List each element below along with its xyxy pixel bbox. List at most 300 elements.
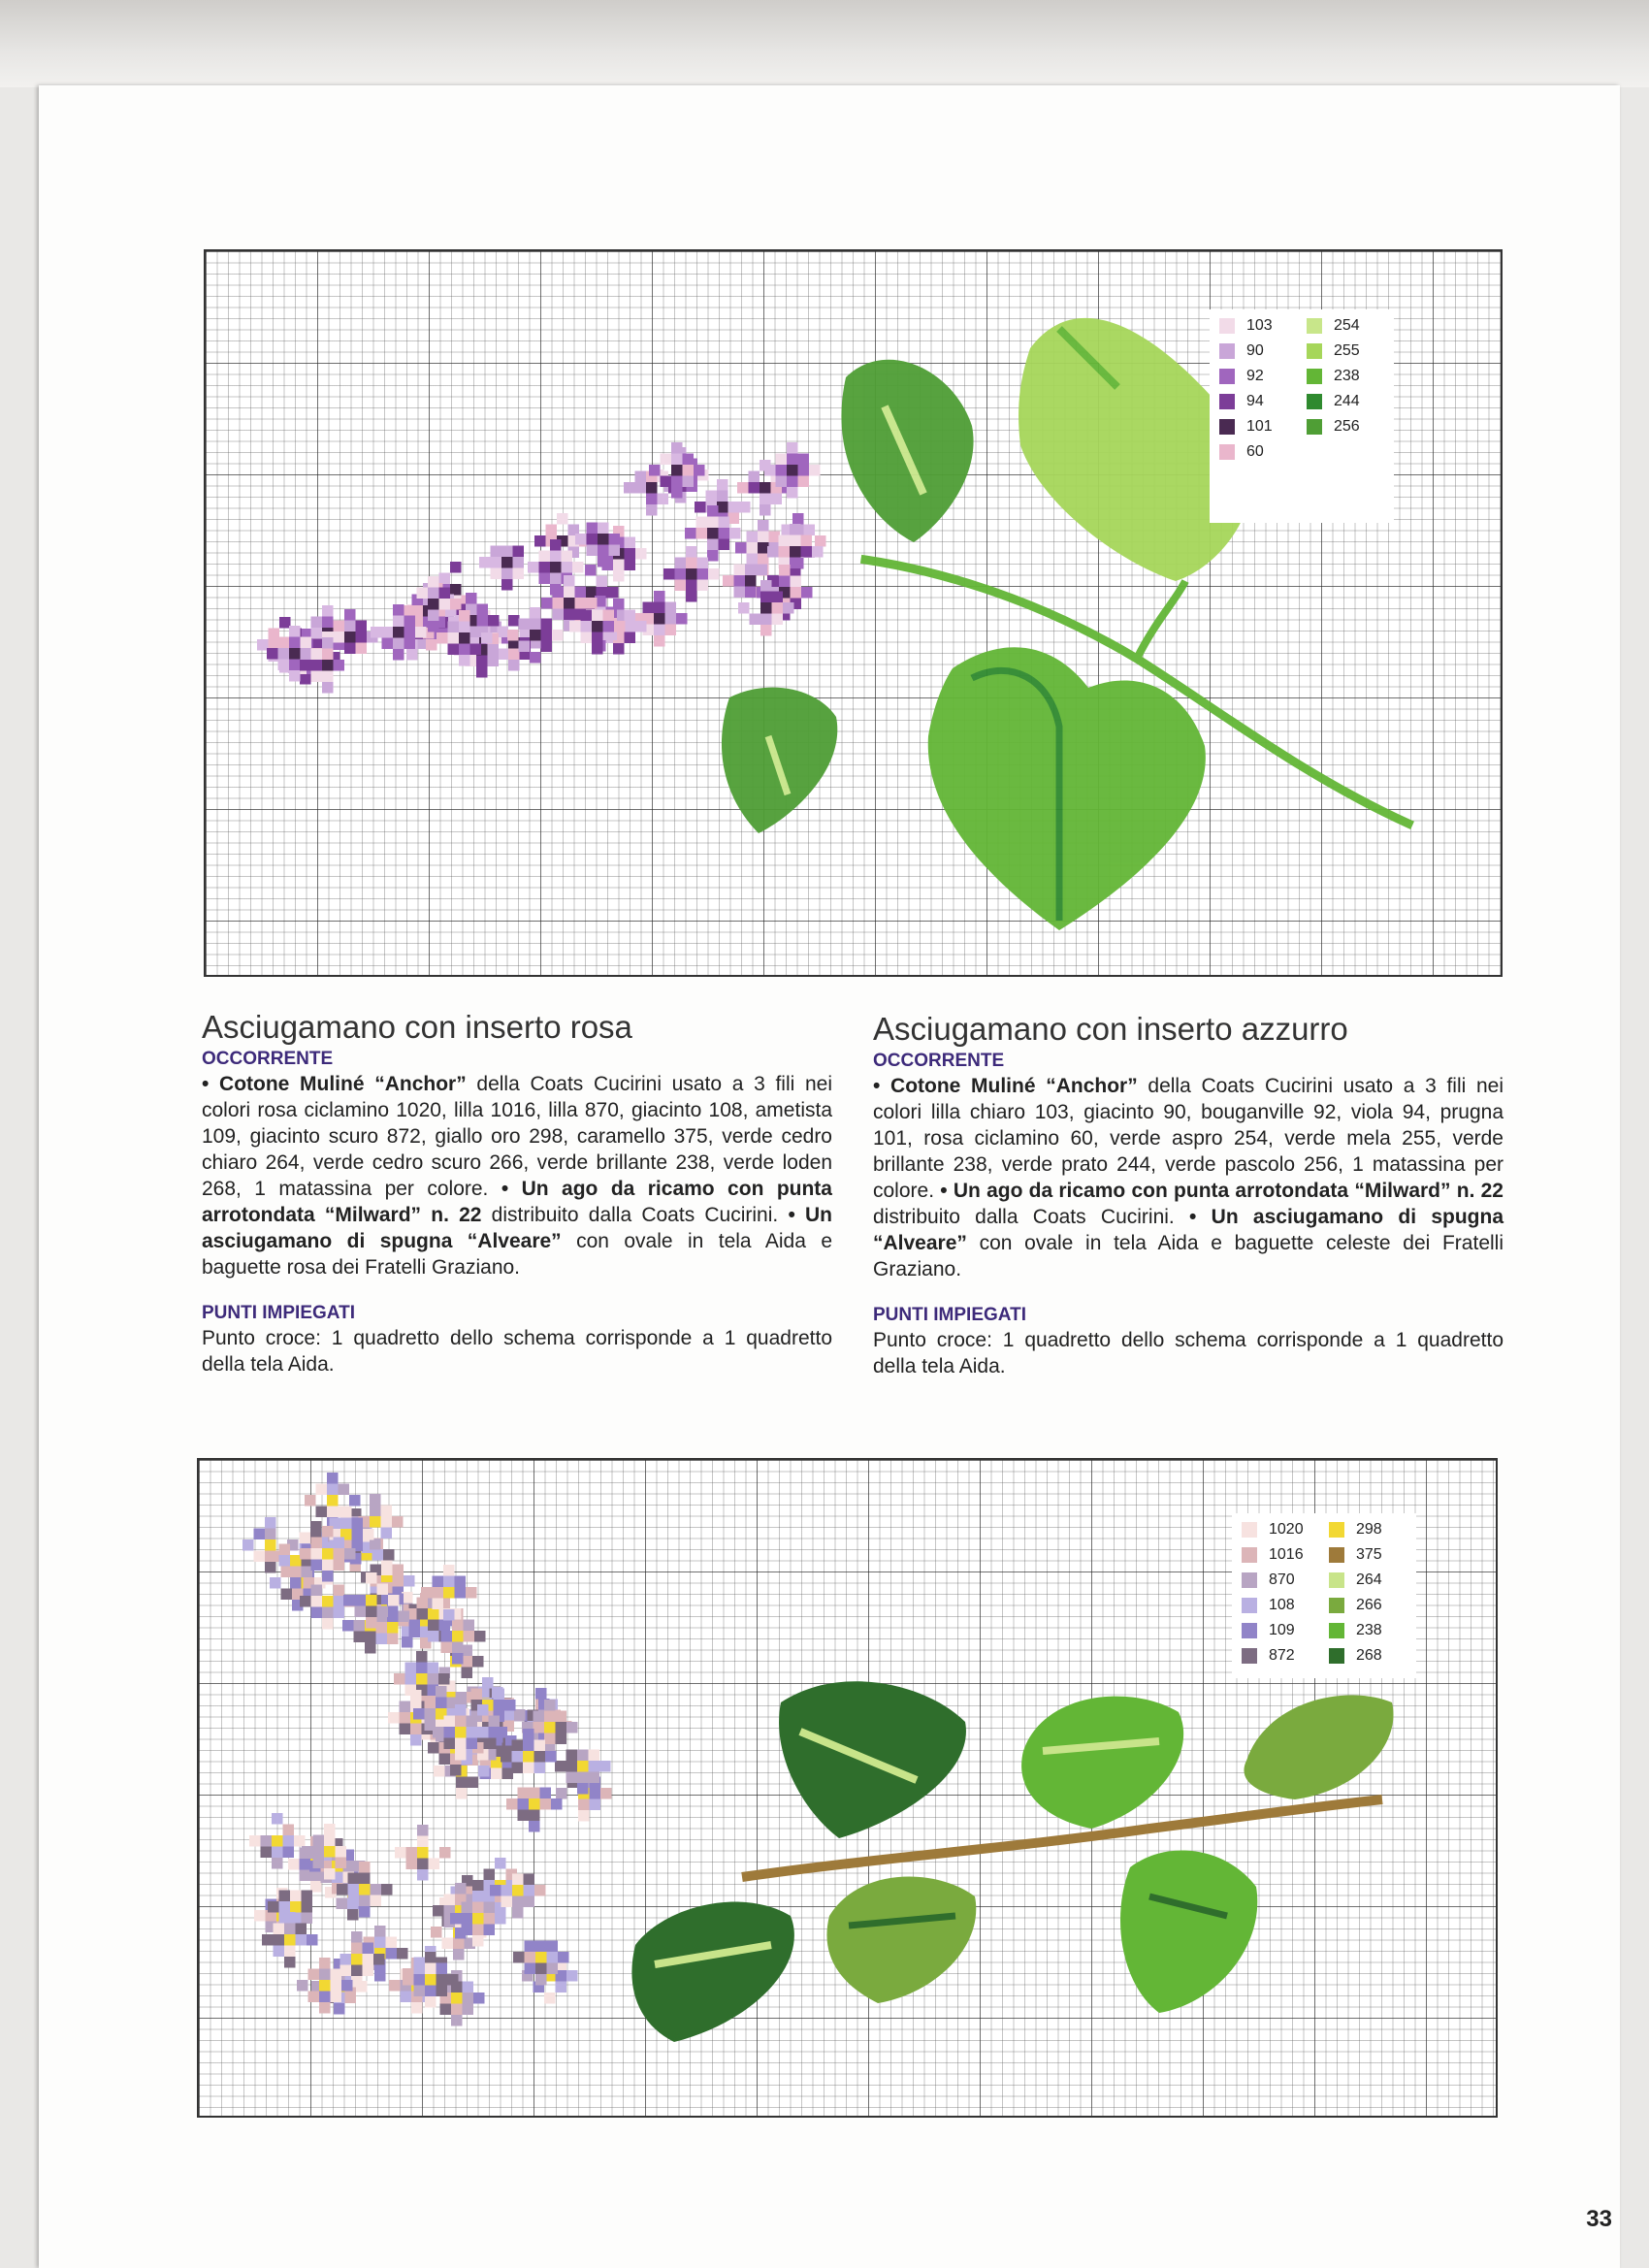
stitch bbox=[769, 532, 781, 543]
stitch bbox=[455, 1738, 467, 1750]
stitch bbox=[472, 1891, 484, 1902]
stitch bbox=[749, 482, 760, 494]
stitch bbox=[381, 1528, 393, 1539]
legend-entry bbox=[1242, 1568, 1304, 1593]
stitch bbox=[550, 539, 562, 551]
stitch-center bbox=[290, 1901, 302, 1913]
punti-text: Punto croce: 1 quadretto dello schema corrisponde a 1 quadretto della tela Aida. bbox=[873, 1329, 1504, 1377]
stitch bbox=[613, 560, 625, 571]
stitch bbox=[455, 1716, 467, 1728]
stitch bbox=[501, 579, 513, 591]
stitch bbox=[603, 610, 615, 622]
stitch bbox=[279, 617, 291, 629]
stitch bbox=[334, 632, 345, 643]
stitch-center bbox=[370, 1516, 381, 1528]
stitch bbox=[578, 1799, 590, 1811]
stitch bbox=[719, 517, 730, 529]
stitch bbox=[625, 537, 636, 549]
stitch bbox=[758, 532, 769, 543]
stitch bbox=[334, 2003, 345, 2015]
stitch-center bbox=[530, 630, 541, 641]
stitch bbox=[581, 632, 593, 644]
legend-code: 266 bbox=[1356, 1597, 1382, 1613]
legend-bottom bbox=[1232, 1513, 1416, 1678]
stitch bbox=[508, 660, 520, 671]
stitch bbox=[322, 649, 334, 661]
stitch bbox=[514, 1709, 526, 1721]
stitch bbox=[665, 602, 677, 614]
legend-swatch bbox=[1242, 1572, 1257, 1588]
stitch bbox=[488, 656, 500, 667]
stitch bbox=[578, 1810, 590, 1822]
legend-entry bbox=[1219, 439, 1273, 465]
stitch-center bbox=[787, 465, 798, 476]
stitch bbox=[428, 1663, 439, 1674]
stitch bbox=[351, 1931, 363, 1943]
stitch bbox=[322, 671, 334, 683]
stitch bbox=[334, 1548, 345, 1560]
stitch bbox=[267, 648, 278, 660]
stitch bbox=[464, 1620, 475, 1632]
stitch bbox=[625, 548, 636, 560]
stitch bbox=[265, 1517, 276, 1529]
stitch bbox=[448, 632, 460, 644]
stitch bbox=[392, 1516, 404, 1528]
stitch-center bbox=[327, 1495, 339, 1507]
stitch bbox=[798, 476, 810, 488]
legend-entry bbox=[1307, 389, 1360, 414]
stitch bbox=[316, 1507, 328, 1518]
stitch-center bbox=[322, 1548, 334, 1560]
stitch bbox=[675, 568, 687, 580]
stitch bbox=[760, 625, 772, 636]
stitch bbox=[776, 476, 788, 488]
stitch bbox=[501, 1896, 513, 1908]
stitch bbox=[529, 1788, 540, 1799]
stitch bbox=[433, 1587, 444, 1599]
stitch bbox=[550, 551, 562, 563]
stitch bbox=[290, 1577, 302, 1589]
stitch bbox=[697, 558, 709, 569]
stitch bbox=[524, 1874, 535, 1886]
stitch bbox=[562, 551, 573, 563]
stitch bbox=[284, 1912, 296, 1924]
stitch bbox=[403, 1974, 414, 1986]
stitch bbox=[311, 671, 323, 683]
stitch bbox=[322, 1571, 334, 1582]
stitch bbox=[425, 1963, 436, 1975]
stitch bbox=[488, 615, 500, 627]
legend-swatch bbox=[1219, 419, 1235, 435]
stitch bbox=[431, 1927, 442, 1938]
stitch bbox=[764, 465, 776, 476]
stitch bbox=[539, 573, 551, 585]
stitch bbox=[272, 1813, 283, 1825]
stitch bbox=[661, 454, 672, 466]
stitch bbox=[428, 610, 439, 622]
stitch bbox=[319, 1969, 331, 1981]
stitch bbox=[597, 576, 608, 588]
legend-swatch bbox=[1329, 1623, 1344, 1638]
stitch bbox=[311, 1607, 323, 1619]
stitch bbox=[683, 454, 695, 466]
stitch bbox=[750, 614, 761, 626]
stitch bbox=[444, 1716, 456, 1728]
stitch bbox=[589, 1772, 600, 1784]
stitch bbox=[464, 1631, 475, 1642]
stitch-center bbox=[428, 1608, 439, 1620]
stitch bbox=[436, 1963, 448, 1975]
stitch bbox=[495, 1913, 506, 1925]
stitch bbox=[592, 610, 603, 622]
stitch bbox=[479, 557, 491, 568]
stitch bbox=[760, 592, 772, 603]
stitch bbox=[459, 622, 470, 633]
stitch bbox=[322, 617, 334, 629]
stitch bbox=[467, 1727, 478, 1738]
stitch bbox=[566, 1750, 578, 1762]
stitch-center bbox=[760, 602, 772, 614]
stitch bbox=[686, 580, 697, 592]
stitch bbox=[481, 632, 493, 644]
stitch bbox=[324, 1824, 336, 1835]
stitch bbox=[575, 534, 587, 545]
stitch bbox=[528, 562, 539, 573]
cross-stitch-chart-lilac-blue bbox=[197, 1458, 1498, 2118]
stitch bbox=[406, 649, 418, 661]
stitch bbox=[809, 465, 821, 476]
stitch bbox=[261, 1847, 273, 1859]
stitch bbox=[473, 1993, 485, 2004]
stitch bbox=[792, 513, 804, 525]
legend-swatch bbox=[1219, 369, 1235, 384]
stitch bbox=[363, 1529, 374, 1540]
stitch bbox=[417, 588, 429, 599]
stitch bbox=[462, 1668, 473, 1679]
stitch bbox=[556, 1733, 567, 1745]
stitch bbox=[491, 568, 502, 580]
stitch bbox=[436, 1974, 448, 1986]
stitch bbox=[371, 1884, 382, 1895]
stitch bbox=[366, 1572, 377, 1584]
stitch bbox=[370, 1506, 381, 1517]
stitch bbox=[410, 1734, 422, 1746]
stitch bbox=[649, 465, 661, 476]
stitch bbox=[804, 525, 816, 536]
stitch bbox=[359, 1862, 371, 1873]
stitch bbox=[694, 465, 705, 476]
stitch bbox=[783, 602, 794, 614]
stitch bbox=[556, 1711, 567, 1723]
stitch bbox=[436, 632, 448, 644]
legend-entry bbox=[1329, 1542, 1382, 1568]
punti-heading: PUNTI IMPIEGATI bbox=[873, 1305, 1026, 1325]
stitch bbox=[284, 1924, 296, 1935]
stitch bbox=[438, 1673, 450, 1685]
stitch bbox=[577, 1783, 589, 1795]
stitch bbox=[529, 1821, 540, 1832]
stitch bbox=[382, 627, 394, 638]
legend-code: 103 bbox=[1246, 317, 1273, 334]
legend-code: 264 bbox=[1356, 1571, 1382, 1588]
stitch bbox=[452, 1620, 464, 1632]
stitch bbox=[513, 568, 525, 580]
stitch bbox=[374, 1970, 386, 1982]
stitch bbox=[387, 1634, 399, 1645]
legend-code: 94 bbox=[1246, 393, 1264, 409]
stitch bbox=[305, 1495, 316, 1507]
stitch bbox=[471, 1689, 483, 1701]
stitch-center bbox=[550, 562, 562, 573]
stitch bbox=[478, 1766, 490, 1777]
stitch bbox=[322, 1560, 334, 1571]
legend-swatch bbox=[1242, 1547, 1257, 1563]
stitch bbox=[779, 535, 791, 547]
stitch bbox=[442, 1938, 454, 1950]
stitch bbox=[787, 442, 798, 454]
stitch bbox=[466, 593, 477, 604]
stitch bbox=[466, 1587, 477, 1599]
stitch bbox=[654, 635, 665, 647]
stitch bbox=[508, 649, 520, 661]
stitch bbox=[417, 1598, 429, 1609]
stitch bbox=[530, 619, 541, 631]
stitch-center bbox=[272, 1835, 283, 1847]
stitch bbox=[322, 1607, 334, 1619]
stitch bbox=[760, 614, 772, 626]
legend-entry bbox=[1329, 1593, 1382, 1618]
stitch bbox=[459, 655, 470, 666]
stitch bbox=[319, 2002, 331, 2014]
stitch-center bbox=[523, 1751, 534, 1763]
stitch bbox=[363, 1965, 374, 1977]
stitch bbox=[300, 1859, 311, 1870]
stitch bbox=[348, 1895, 360, 1907]
stitch bbox=[359, 1873, 371, 1885]
stitch bbox=[411, 2002, 423, 2014]
stitch bbox=[302, 1913, 313, 1925]
stitch bbox=[356, 621, 368, 632]
stitch bbox=[502, 1768, 514, 1780]
stitch bbox=[416, 1663, 428, 1674]
stitch bbox=[397, 1948, 408, 1960]
stitch bbox=[393, 1575, 404, 1587]
stitch bbox=[331, 1969, 342, 1981]
stitch bbox=[553, 609, 565, 621]
stitch bbox=[340, 1507, 352, 1518]
legend-entry bbox=[1242, 1593, 1304, 1618]
stitch bbox=[456, 1788, 468, 1799]
stitch bbox=[551, 1798, 563, 1810]
stitch bbox=[425, 1952, 436, 1963]
stitch bbox=[272, 1858, 283, 1869]
stitch bbox=[310, 1521, 322, 1533]
stitch bbox=[587, 545, 598, 557]
stitch bbox=[696, 517, 708, 529]
legend-entry bbox=[1329, 1618, 1382, 1643]
stitch bbox=[614, 621, 626, 632]
stitch bbox=[566, 1772, 578, 1784]
stitch bbox=[523, 1729, 534, 1740]
stitch bbox=[452, 1653, 464, 1665]
stitch bbox=[439, 599, 451, 610]
stitch bbox=[366, 1606, 377, 1618]
stitch bbox=[501, 1751, 512, 1763]
stitch bbox=[322, 637, 334, 649]
stitch bbox=[404, 627, 416, 638]
stitch bbox=[344, 1548, 356, 1560]
stitch bbox=[494, 1700, 505, 1711]
stitch bbox=[351, 1976, 363, 1988]
stitch bbox=[355, 1595, 367, 1606]
legend-code: 1020 bbox=[1269, 1521, 1304, 1538]
leaf bbox=[1120, 1851, 1257, 2013]
stitch bbox=[297, 1980, 308, 1992]
stitch bbox=[772, 602, 784, 614]
stitch-center bbox=[322, 660, 334, 671]
legend-swatch bbox=[1219, 444, 1235, 460]
stitch bbox=[474, 1631, 486, 1642]
stitch-center bbox=[577, 1761, 589, 1772]
stitch bbox=[283, 1825, 295, 1836]
stitch bbox=[416, 1651, 428, 1663]
stitch-center bbox=[366, 1595, 377, 1606]
stitch bbox=[444, 1895, 456, 1906]
stitch bbox=[265, 1562, 276, 1573]
stitch bbox=[265, 1551, 276, 1563]
stitch bbox=[296, 1924, 307, 1935]
legend-entry bbox=[1219, 414, 1273, 439]
stitch bbox=[566, 1970, 578, 1982]
legend-entry bbox=[1219, 364, 1273, 389]
stitch bbox=[728, 502, 740, 513]
stitch bbox=[707, 550, 719, 562]
stitch bbox=[337, 1898, 348, 1910]
stitch bbox=[389, 1980, 401, 1992]
legend-entry bbox=[1307, 364, 1360, 389]
stitch-center bbox=[351, 1954, 363, 1965]
stitch bbox=[512, 1763, 524, 1774]
stitch bbox=[498, 649, 509, 661]
stitch bbox=[301, 648, 312, 660]
stitch bbox=[534, 1885, 546, 1896]
stitch bbox=[719, 539, 730, 551]
stitch bbox=[566, 1722, 578, 1733]
stitch bbox=[494, 1689, 505, 1701]
stitch bbox=[283, 1835, 295, 1847]
stitch bbox=[553, 598, 565, 609]
stitch bbox=[529, 1810, 540, 1822]
stitch-center bbox=[417, 1847, 429, 1859]
section-azzurro bbox=[873, 1011, 1504, 1379]
stitch bbox=[491, 557, 502, 568]
stitch bbox=[327, 1507, 339, 1518]
stitch bbox=[643, 602, 655, 614]
stitch bbox=[686, 546, 697, 558]
stitch bbox=[393, 649, 404, 661]
stitch-center bbox=[535, 1952, 547, 1963]
stitch bbox=[300, 1533, 311, 1544]
leaf bbox=[826, 1877, 976, 2003]
stitch bbox=[334, 660, 345, 671]
stitch bbox=[393, 616, 404, 628]
stitch bbox=[541, 598, 553, 609]
legend-entry bbox=[1307, 313, 1360, 339]
stitch bbox=[539, 551, 551, 563]
stitch bbox=[316, 1484, 328, 1496]
stitch bbox=[540, 1798, 552, 1810]
stitch bbox=[342, 1620, 354, 1632]
stitch bbox=[564, 609, 575, 621]
stitch bbox=[279, 1891, 291, 1902]
stitch bbox=[592, 632, 603, 644]
legend-code: 90 bbox=[1246, 342, 1264, 359]
legend-entry bbox=[1242, 1618, 1304, 1643]
stitch bbox=[671, 487, 683, 499]
stitch bbox=[324, 1868, 336, 1880]
leaf bbox=[928, 647, 1206, 930]
stitch bbox=[313, 1846, 325, 1858]
stitch bbox=[439, 1620, 451, 1632]
stitch bbox=[686, 558, 697, 569]
stitch bbox=[347, 1909, 359, 1921]
stitch bbox=[706, 491, 718, 502]
stitch bbox=[402, 1636, 413, 1648]
stitch-center bbox=[319, 1980, 331, 1992]
stitch bbox=[635, 471, 647, 483]
stitch bbox=[459, 644, 470, 656]
stitch bbox=[352, 1529, 364, 1540]
stitch bbox=[665, 613, 677, 625]
stitch-center bbox=[455, 1727, 467, 1738]
stitch bbox=[428, 588, 439, 599]
stitch bbox=[450, 1913, 462, 1925]
stitch bbox=[544, 1711, 556, 1723]
stitch bbox=[613, 570, 625, 582]
stitch bbox=[426, 639, 437, 651]
stitch bbox=[345, 1993, 357, 2004]
stitch bbox=[671, 476, 683, 488]
stitch bbox=[356, 643, 368, 655]
stitch bbox=[425, 1698, 436, 1709]
stitch bbox=[734, 575, 746, 587]
stitch bbox=[503, 1709, 515, 1721]
stitch bbox=[386, 1937, 398, 1949]
stitch bbox=[467, 1738, 478, 1750]
stitch bbox=[265, 1529, 276, 1540]
legend-swatch bbox=[1219, 343, 1235, 359]
lilac-flowers-top bbox=[257, 442, 826, 694]
stitch bbox=[340, 1965, 352, 1977]
stitch-center bbox=[324, 1846, 336, 1858]
stitch bbox=[728, 513, 740, 525]
stitch bbox=[772, 592, 784, 603]
stitch-center bbox=[451, 1993, 463, 2004]
stitch bbox=[311, 649, 323, 661]
legend-swatch bbox=[1329, 1648, 1344, 1664]
stitch bbox=[564, 587, 575, 599]
stitch bbox=[374, 1926, 386, 1937]
stitch bbox=[383, 1549, 395, 1561]
stitch bbox=[289, 626, 301, 637]
stitch bbox=[294, 1835, 306, 1847]
stitch bbox=[393, 604, 404, 616]
stitch bbox=[334, 1538, 345, 1549]
legend-swatch bbox=[1242, 1623, 1257, 1638]
stitch bbox=[374, 1937, 386, 1949]
stitch bbox=[518, 1810, 530, 1822]
stitch-center bbox=[646, 482, 658, 494]
